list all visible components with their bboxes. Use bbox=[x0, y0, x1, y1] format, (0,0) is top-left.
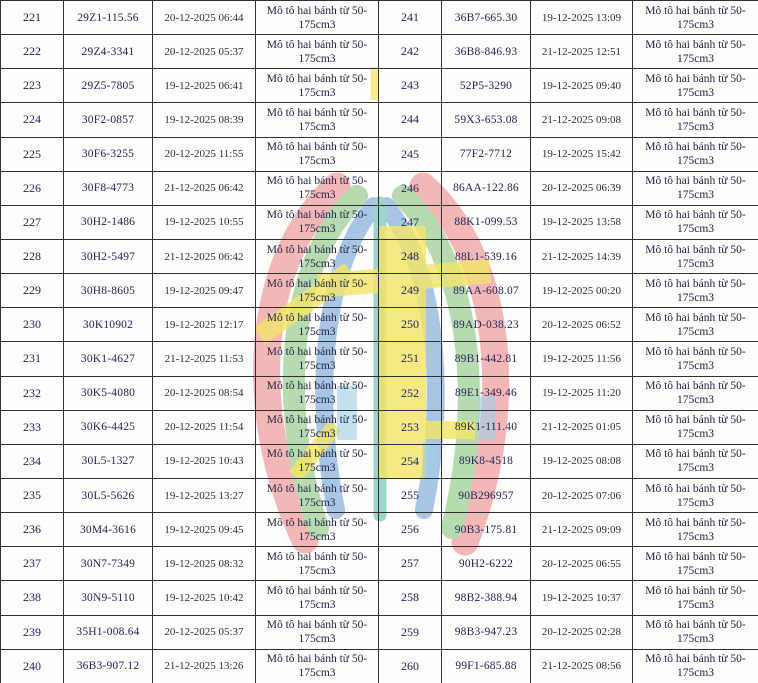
datetime-cell: 20-12-2025 02:28 bbox=[531, 615, 633, 649]
datetime-cell: 20-12-2025 06:55 bbox=[531, 547, 633, 581]
datetime-cell: 19-12-2025 10:43 bbox=[153, 444, 256, 478]
table-row bbox=[379, 239, 758, 273]
datetime-cell: 19-12-2025 13:58 bbox=[531, 205, 633, 239]
datetime-cell: 19-12-2025 11:20 bbox=[531, 376, 633, 410]
row-no-cell: 223 bbox=[1, 69, 64, 103]
table-row bbox=[1, 444, 379, 478]
vehicle-type-cell: Mô tô hai bánh từ 50-175cm3 bbox=[633, 205, 758, 239]
row-no-cell: 234 bbox=[1, 444, 64, 478]
plate-cell: 30N9-5110 bbox=[64, 581, 153, 615]
plate-cell: 30F2-0857 bbox=[64, 103, 153, 137]
table-row bbox=[379, 103, 758, 137]
vehicle-type-cell: Mô tô hai bánh từ 50-175cm3 bbox=[256, 376, 379, 410]
row-no-cell: 239 bbox=[1, 615, 64, 649]
datetime-cell: 19-12-2025 09:47 bbox=[153, 274, 256, 308]
vehicle-type-cell: Mô tô hai bánh từ 50-175cm3 bbox=[633, 137, 758, 171]
plate-cell: 98B3-947.23 bbox=[442, 615, 531, 649]
datetime-cell: 21-12-2025 06:42 bbox=[153, 239, 256, 273]
row-no-cell: 231 bbox=[1, 342, 64, 376]
table-row bbox=[1, 35, 379, 69]
table-row bbox=[1, 513, 379, 547]
vehicle-type-cell: Mô tô hai bánh từ 50-175cm3 bbox=[256, 205, 379, 239]
table-row bbox=[379, 205, 758, 239]
row-no-cell: 250 bbox=[379, 308, 442, 342]
vehicle-type-cell: Mô tô hai bánh từ 50-175cm3 bbox=[633, 69, 758, 103]
datetime-cell: 19-12-2025 08:39 bbox=[153, 103, 256, 137]
vehicle-type-cell: Mô tô hai bánh từ 50-175cm3 bbox=[633, 308, 758, 342]
row-no-cell: 257 bbox=[379, 547, 442, 581]
plate-cell: 30H8-8605 bbox=[64, 274, 153, 308]
row-no-cell: 237 bbox=[1, 547, 64, 581]
datetime-cell: 20-12-2025 06:44 bbox=[153, 1, 256, 35]
vehicle-type-cell: Mô tô hai bánh từ 50-175cm3 bbox=[633, 1, 758, 35]
datetime-cell: 19-12-2025 15:42 bbox=[531, 137, 633, 171]
vehicle-type-cell: Mô tô hai bánh từ 50-175cm3 bbox=[256, 1, 379, 35]
datetime-cell: 20-12-2025 11:55 bbox=[153, 137, 256, 171]
datetime-cell: 21-12-2025 11:53 bbox=[153, 342, 256, 376]
table-row bbox=[379, 444, 758, 478]
vehicle-type-cell: Mô tô hai bánh từ 50-175cm3 bbox=[633, 274, 758, 308]
vehicle-type-cell: Mô tô hai bánh từ 50-175cm3 bbox=[256, 137, 379, 171]
plate-cell: 36B8-846.93 bbox=[442, 35, 531, 69]
table-row bbox=[1, 478, 379, 512]
table-row bbox=[1, 1, 379, 35]
plate-cell: 86AA-122.86 bbox=[442, 171, 531, 205]
table-row bbox=[1, 342, 379, 376]
row-no-cell: 236 bbox=[1, 513, 64, 547]
plate-cell: 30H2-1486 bbox=[64, 205, 153, 239]
table-row bbox=[379, 137, 758, 171]
vehicle-type-cell: Mô tô hai bánh từ 50-175cm3 bbox=[633, 581, 758, 615]
row-no-cell: 221 bbox=[1, 1, 64, 35]
row-no-cell: 252 bbox=[379, 376, 442, 410]
datetime-cell: 19-12-2025 06:41 bbox=[153, 69, 256, 103]
row-no-cell: 247 bbox=[379, 205, 442, 239]
datetime-cell: 20-12-2025 06:39 bbox=[531, 171, 633, 205]
plate-cell: 99F1-685.88 bbox=[442, 649, 531, 683]
row-no-cell: 240 bbox=[1, 649, 64, 683]
table-row bbox=[379, 376, 758, 410]
table-row bbox=[1, 615, 379, 649]
vehicle-type-cell: Mô tô hai bánh từ 50-175cm3 bbox=[633, 410, 758, 444]
plate-cell: 30N7-7349 bbox=[64, 547, 153, 581]
datetime-cell: 19-12-2025 00:20 bbox=[531, 274, 633, 308]
datetime-cell: 19-12-2025 10:42 bbox=[153, 581, 256, 615]
row-no-cell: 225 bbox=[1, 137, 64, 171]
datetime-cell: 21-12-2025 01:05 bbox=[531, 410, 633, 444]
plate-cell: 30F6-3255 bbox=[64, 137, 153, 171]
row-no-cell: 222 bbox=[1, 35, 64, 69]
row-no-cell: 235 bbox=[1, 478, 64, 512]
table-row bbox=[1, 547, 379, 581]
vehicle-type-cell: Mô tô hai bánh từ 50-175cm3 bbox=[256, 35, 379, 69]
vehicle-type-cell: Mô tô hai bánh từ 50-175cm3 bbox=[633, 342, 758, 376]
plate-cell: 35H1-008.64 bbox=[64, 615, 153, 649]
plate-cell: 59X3-653.08 bbox=[442, 103, 531, 137]
plate-cell: 98B2-388.94 bbox=[442, 581, 531, 615]
plate-cell: 89B1-442.81 bbox=[442, 342, 531, 376]
plate-cell: 52P5-3290 bbox=[442, 69, 531, 103]
table-row bbox=[1, 274, 379, 308]
table-row bbox=[379, 513, 758, 547]
table-row bbox=[379, 410, 758, 444]
vehicle-type-cell: Mô tô hai bánh từ 50-175cm3 bbox=[633, 444, 758, 478]
table-row bbox=[379, 547, 758, 581]
vehicle-type-cell: Mô tô hai bánh từ 50-175cm3 bbox=[256, 103, 379, 137]
plate-cell: 30M4-3616 bbox=[64, 513, 153, 547]
datetime-cell: 21-12-2025 12:51 bbox=[531, 35, 633, 69]
datetime-cell: 19-12-2025 13:09 bbox=[531, 1, 633, 35]
vehicle-type-cell: Mô tô hai bánh từ 50-175cm3 bbox=[633, 376, 758, 410]
table-row bbox=[1, 137, 379, 171]
vehicle-type-cell: Mô tô hai bánh từ 50-175cm3 bbox=[256, 308, 379, 342]
vehicle-type-cell: Mô tô hai bánh từ 50-175cm3 bbox=[256, 478, 379, 512]
vehicle-type-cell: Mô tô hai bánh từ 50-175cm3 bbox=[256, 239, 379, 273]
plate-cell: 30H2-5497 bbox=[64, 239, 153, 273]
plate-cell: 90B3-175.81 bbox=[442, 513, 531, 547]
row-no-cell: 246 bbox=[379, 171, 442, 205]
plate-cell: 30L5-1327 bbox=[64, 444, 153, 478]
datetime-cell: 21-12-2025 09:09 bbox=[531, 513, 633, 547]
row-no-cell: 227 bbox=[1, 205, 64, 239]
vehicle-type-cell: Mô tô hai bánh từ 50-175cm3 bbox=[633, 239, 758, 273]
plate-cell: 29Z1-115.56 bbox=[64, 1, 153, 35]
table-row bbox=[379, 478, 758, 512]
table-row bbox=[379, 171, 758, 205]
datetime-cell: 21-12-2025 14:39 bbox=[531, 239, 633, 273]
vehicle-type-cell: Mô tô hai bánh từ 50-175cm3 bbox=[256, 649, 379, 683]
row-no-cell: 229 bbox=[1, 274, 64, 308]
table-row bbox=[379, 581, 758, 615]
table-row bbox=[1, 410, 379, 444]
table-row bbox=[1, 205, 379, 239]
vehicle-type-cell: Mô tô hai bánh từ 50-175cm3 bbox=[256, 547, 379, 581]
plate-cell: 29Z5-7805 bbox=[64, 69, 153, 103]
vehicle-type-cell: Mô tô hai bánh từ 50-175cm3 bbox=[256, 171, 379, 205]
vehicle-type-cell: Mô tô hai bánh từ 50-175cm3 bbox=[633, 615, 758, 649]
plate-cell: 77F2-7712 bbox=[442, 137, 531, 171]
vehicle-type-cell: Mô tô hai bánh từ 50-175cm3 bbox=[633, 478, 758, 512]
plate-cell: 30F8-4773 bbox=[64, 171, 153, 205]
vehicle-type-cell: Mô tô hai bánh từ 50-175cm3 bbox=[633, 547, 758, 581]
table-row bbox=[1, 581, 379, 615]
vehicle-type-cell: Mô tô hai bánh từ 50-175cm3 bbox=[633, 35, 758, 69]
plate-cell: 89AD-038.23 bbox=[442, 308, 531, 342]
registration-table-right-body bbox=[379, 1, 758, 683]
row-no-cell: 243 bbox=[379, 69, 442, 103]
table-row bbox=[379, 35, 758, 69]
row-no-cell: 226 bbox=[1, 171, 64, 205]
vehicle-type-cell: Mô tô hai bánh từ 50-175cm3 bbox=[633, 513, 758, 547]
datetime-cell: 20-12-2025 06:52 bbox=[531, 308, 633, 342]
plate-cell: 30L5-5626 bbox=[64, 478, 153, 512]
table-row bbox=[1, 239, 379, 273]
vehicle-type-cell: Mô tô hai bánh từ 50-175cm3 bbox=[633, 171, 758, 205]
table-row bbox=[1, 103, 379, 137]
datetime-cell: 20-12-2025 08:54 bbox=[153, 376, 256, 410]
plate-cell: 30K10902 bbox=[64, 308, 153, 342]
row-no-cell: 249 bbox=[379, 274, 442, 308]
table-row bbox=[1, 649, 379, 683]
registration-table-right bbox=[378, 0, 758, 683]
row-no-cell: 254 bbox=[379, 444, 442, 478]
table-row bbox=[379, 342, 758, 376]
datetime-cell: 19-12-2025 08:08 bbox=[531, 444, 633, 478]
registration-table-left-body bbox=[1, 1, 379, 683]
table-row bbox=[379, 649, 758, 683]
plate-cell: 90B296957 bbox=[442, 478, 531, 512]
vehicle-type-cell: Mô tô hai bánh từ 50-175cm3 bbox=[256, 615, 379, 649]
plate-cell: 89K1-111.40 bbox=[442, 410, 531, 444]
vehicle-type-cell: Mô tô hai bánh từ 50-175cm3 bbox=[256, 274, 379, 308]
row-no-cell: 232 bbox=[1, 376, 64, 410]
table-row bbox=[379, 308, 758, 342]
datetime-cell: 19-12-2025 10:55 bbox=[153, 205, 256, 239]
row-no-cell: 258 bbox=[379, 581, 442, 615]
row-no-cell: 255 bbox=[379, 478, 442, 512]
table-row bbox=[379, 615, 758, 649]
datetime-cell: 19-12-2025 08:32 bbox=[153, 547, 256, 581]
row-no-cell: 251 bbox=[379, 342, 442, 376]
table-row bbox=[1, 308, 379, 342]
datetime-cell: 20-12-2025 07:06 bbox=[531, 478, 633, 512]
row-no-cell: 260 bbox=[379, 649, 442, 683]
row-no-cell: 233 bbox=[1, 410, 64, 444]
vehicle-type-cell: Mô tô hai bánh từ 50-175cm3 bbox=[256, 581, 379, 615]
row-no-cell: 244 bbox=[379, 103, 442, 137]
row-no-cell: 230 bbox=[1, 308, 64, 342]
table-row bbox=[1, 69, 379, 103]
datetime-cell: 19-12-2025 13:27 bbox=[153, 478, 256, 512]
plate-cell: 90H2-6222 bbox=[442, 547, 531, 581]
vehicle-type-cell: Mô tô hai bánh từ 50-175cm3 bbox=[256, 444, 379, 478]
row-no-cell: 238 bbox=[1, 581, 64, 615]
vehicle-type-cell: Mô tô hai bánh từ 50-175cm3 bbox=[256, 342, 379, 376]
datetime-cell: 19-12-2025 11:56 bbox=[531, 342, 633, 376]
datetime-cell: 21-12-2025 08:56 bbox=[531, 649, 633, 683]
datetime-cell: 21-12-2025 13:26 bbox=[153, 649, 256, 683]
row-no-cell: 248 bbox=[379, 239, 442, 273]
row-no-cell: 253 bbox=[379, 410, 442, 444]
plate-cell: 36B3-907.12 bbox=[64, 649, 153, 683]
row-no-cell: 256 bbox=[379, 513, 442, 547]
datetime-cell: 19-12-2025 09:45 bbox=[153, 513, 256, 547]
row-no-cell: 228 bbox=[1, 239, 64, 273]
vehicle-type-cell: Mô tô hai bánh từ 50-175cm3 bbox=[256, 410, 379, 444]
row-no-cell: 224 bbox=[1, 103, 64, 137]
plate-cell: 29Z4-3341 bbox=[64, 35, 153, 69]
datetime-cell: 19-12-2025 12:17 bbox=[153, 308, 256, 342]
datetime-cell: 20-12-2025 11:54 bbox=[153, 410, 256, 444]
plate-cell: 30K5-4080 bbox=[64, 376, 153, 410]
datetime-cell: 19-12-2025 10:37 bbox=[531, 581, 633, 615]
table-row bbox=[379, 69, 758, 103]
row-no-cell: 259 bbox=[379, 615, 442, 649]
plate-cell: 30K1-4627 bbox=[64, 342, 153, 376]
table-row bbox=[1, 376, 379, 410]
datetime-cell: 21-12-2025 09:08 bbox=[531, 103, 633, 137]
table-row bbox=[1, 171, 379, 205]
vehicle-type-cell: Mô tô hai bánh từ 50-175cm3 bbox=[633, 649, 758, 683]
row-no-cell: 241 bbox=[379, 1, 442, 35]
plate-cell: 89E1-349.46 bbox=[442, 376, 531, 410]
plate-cell: 89K8-4518 bbox=[442, 444, 531, 478]
plate-cell: 30K6-4425 bbox=[64, 410, 153, 444]
plate-cell: 89AA-608.07 bbox=[442, 274, 531, 308]
table-row bbox=[379, 1, 758, 35]
row-no-cell: 245 bbox=[379, 137, 442, 171]
plate-cell: 36B7-665.30 bbox=[442, 1, 531, 35]
vehicle-type-cell: Mô tô hai bánh từ 50-175cm3 bbox=[256, 69, 379, 103]
datetime-cell: 20-12-2025 05:37 bbox=[153, 615, 256, 649]
datetime-cell: 19-12-2025 09:40 bbox=[531, 69, 633, 103]
row-no-cell: 242 bbox=[379, 35, 442, 69]
vehicle-type-cell: Mô tô hai bánh từ 50-175cm3 bbox=[256, 513, 379, 547]
table-row bbox=[379, 274, 758, 308]
datetime-cell: 21-12-2025 06:42 bbox=[153, 171, 256, 205]
plate-cell: 88K1-099.53 bbox=[442, 205, 531, 239]
datetime-cell: 20-12-2025 05:37 bbox=[153, 35, 256, 69]
plate-cell: 88L1-539.16 bbox=[442, 239, 531, 273]
vehicle-type-cell: Mô tô hai bánh từ 50-175cm3 bbox=[633, 103, 758, 137]
